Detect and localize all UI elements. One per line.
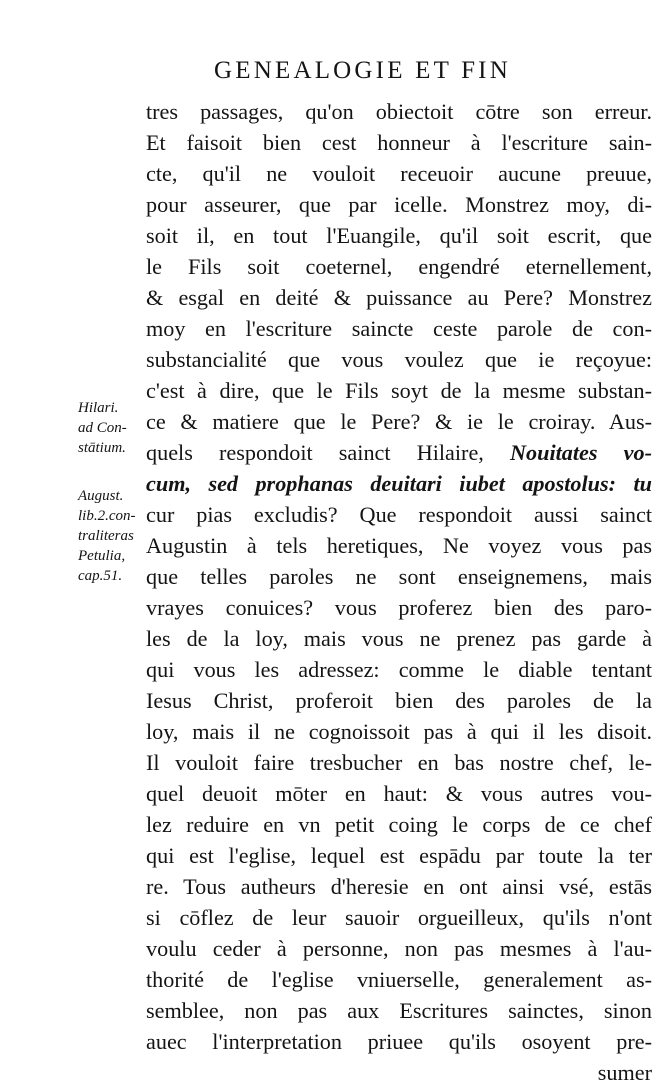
text-line: les de la loy, mais vous ne prenez pas garde à [146, 626, 652, 651]
text-line: semblee, non pas aux Escritures sainctes, sinon [146, 998, 652, 1023]
text-line: que telles paroles ne sont enseignemens, mais [146, 564, 652, 589]
text-line: substancialité que vous voulez que ie reçoyue: [146, 347, 652, 372]
margin-note-line: cap.51. [78, 568, 123, 584]
text-line: voulu ceder à personne, non pas mesmes à l'au- [146, 936, 652, 961]
text-line: re. Tous autheurs d'heresie en ont ainsi vsé, estās [146, 874, 652, 899]
text-line: quel deuoit mōter en haut: & vous autres vou- [146, 781, 652, 806]
text-line-latin: cum, sed prophanas deuitari iubet apostolus: tu [146, 471, 652, 496]
margin-note-line: August. [78, 488, 124, 504]
text-line: & esgal en deité & puissance au Pere? Monstrez [146, 285, 652, 310]
main-text-block [146, 96, 652, 1088]
text-line: loy, mais il ne cognoissoit pas à qui il les disoit. [146, 719, 652, 744]
text-line: c'est à dire, que le Fils soyt de la mesme substan- [146, 378, 652, 403]
margin-note-line: Hilari. [78, 400, 119, 416]
margin-note-august [78, 486, 152, 586]
text-line: auec l'interpretation priuee qu'ils osoyent pre- [146, 1029, 652, 1054]
text-run: quels respondoit sainct Hilaire, [146, 440, 510, 465]
catchword: sumer [597, 1060, 652, 1085]
text-line: qui vous les adressez: comme le diable tentant [146, 657, 652, 682]
text-line: lez reduire en vn petit coing le corps de ce chef [146, 812, 652, 837]
text-line: qui est l'eglise, lequel est espādu par toute la ter [146, 843, 652, 868]
text-line: tres passages, qu'on obiectoit cōtre son erreur. [146, 99, 652, 124]
latin-quote-run: Nouitates vo- [510, 440, 653, 465]
text-line: ce & matiere que le Pere? & ie le croiray. Aus- [146, 409, 652, 434]
margin-note-line: stātium. [78, 440, 126, 456]
margin-note-line: ad Con- [78, 420, 127, 436]
text-line: cur pias excludis? Que respondoit aussi sainct [146, 502, 652, 527]
text-line-mixed [146, 437, 652, 468]
text-line: cte, qu'il ne vouloit receuoir aucune preuue, [146, 161, 652, 186]
running-title: GENEALOGIE ET FIN [214, 57, 511, 84]
text-line: thorité de l'eglise vniuerselle, generalement as- [146, 967, 652, 992]
text-line: soit il, en tout l'Euangile, qu'il soit escrit, que [146, 223, 652, 248]
text-line: Il vouloit faire tresbucher en bas nostre chef, le- [146, 750, 652, 775]
text-line: moy en l'escriture saincte ceste parole de con- [146, 316, 652, 341]
text-line: Augustin à tels heretiques, Ne voyez vous pas [146, 533, 652, 558]
text-line: Et faisoit bien cest honneur à l'escriture sain- [146, 130, 652, 155]
text-line: Iesus Christ, proferoit bien des paroles de la [146, 688, 652, 713]
text-line: si cōflez de leur sauoir orgueilleux, qu'ils n'ont [146, 905, 652, 930]
text-line: vrayes conuices? vous proferez bien des paro- [146, 595, 652, 620]
margin-note-line: lib.2.con- [78, 508, 136, 524]
text-line: pour asseurer, que par icelle. Monstrez moy, di- [146, 192, 652, 217]
margin-note-line: traliteras [78, 528, 134, 544]
margin-note-hilari [78, 398, 152, 458]
text-line: le Fils soit coeternel, engendré eternellement, [146, 254, 652, 279]
margin-note-line: Petulia, [78, 548, 126, 564]
